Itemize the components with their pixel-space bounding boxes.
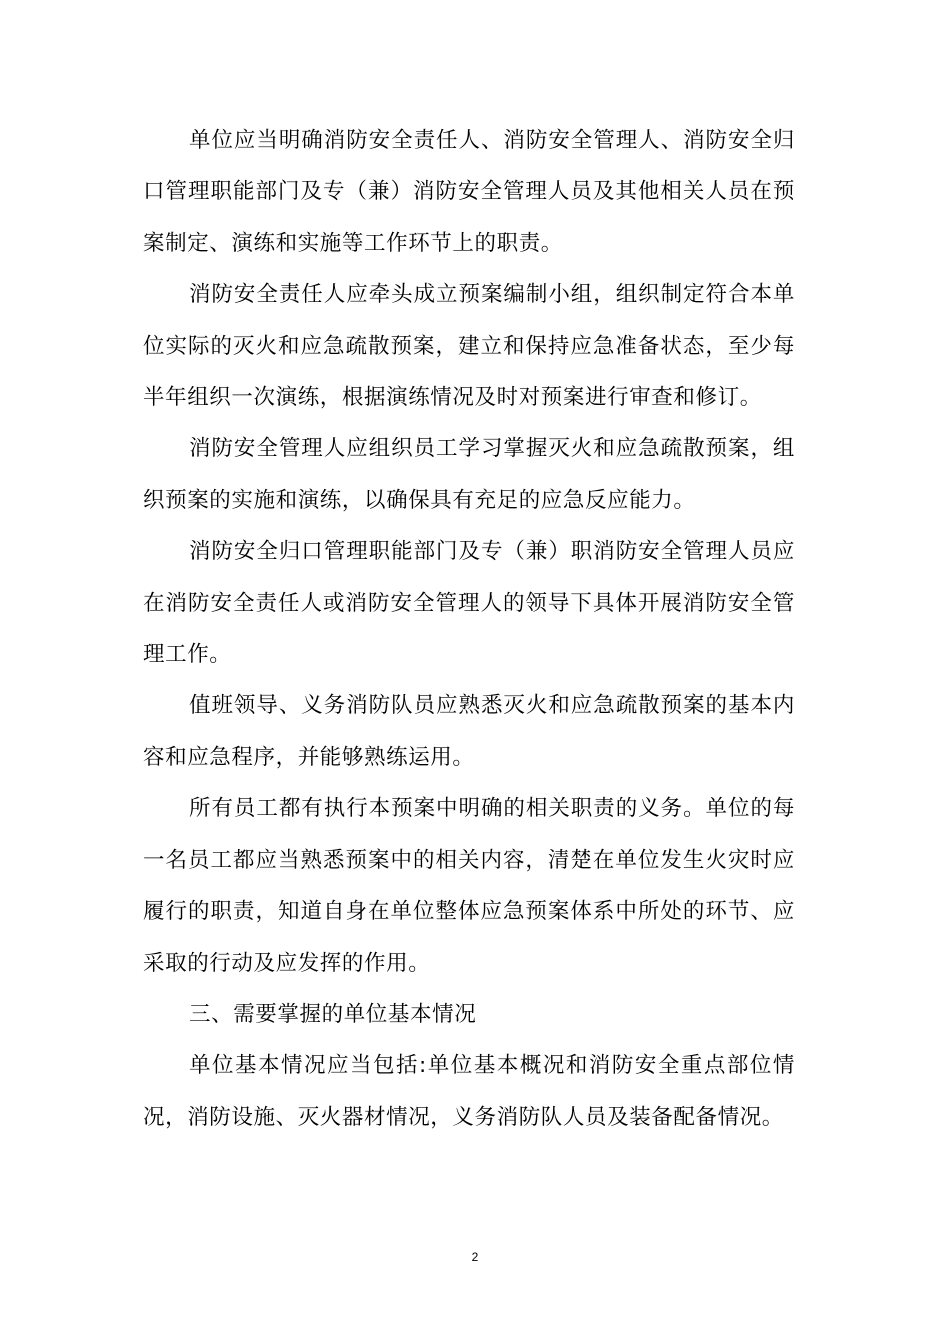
document-body — [143, 115, 795, 1143]
paragraph-all-employees: 所有员工都有执行本预案中明确的相关职责的义务。单位的每一名员工都应当熟悉预案中的相关内容，清楚在单位发生火灾时应履行的职责，知道自身在单位整体应急预案体系中所处的环节、应采取的行动及应发挥的作用。 — [143, 796, 795, 976]
paragraph-duty-leaders: 值班领导、义务消防队员应熟悉灭火和应急疏散预案的基本内容和应急程序，并能够熟练运用。 — [143, 693, 795, 770]
paragraph-basic-situation: 单位基本情况应当包括:单位基本概况和消防安全重点部位情况，消防设施、灭火器材情况，义务消防队人员及装备配备情况。 — [143, 1053, 795, 1130]
paragraph-safety-manager: 消防安全管理人应组织员工学习掌握灭火和应急疏散预案，组织预案的实施和演练，以确保具有充足的应急反应能力。 — [143, 436, 795, 513]
section-heading: 三、需要掌握的单位基本情况 — [189, 1001, 477, 1027]
paragraph-responsible-person: 消防安全责任人应牵头成立预案编制小组，组织制定符合本单位实际的灭火和应急疏散预案，建立和保持应急准备状态，至少每半年组织一次演练，根据演练情况及时对预案进行审查和修订。 — [143, 282, 795, 411]
page-number: 2 — [471, 1250, 479, 1264]
paragraph-department: 消防安全归口管理职能部门及专（兼）职消防安全管理人员应在消防安全责任人或消防安全管理人的领导下具体开展消防安全管理工作。 — [143, 539, 795, 668]
paragraph-responsibilities: 单位应当明确消防安全责任人、消防安全管理人、消防安全归口管理职能部门及专（兼）消防安全管理人员及其他相关人员在预案制定、演练和实施等工作环节上的职责。 — [143, 128, 795, 256]
